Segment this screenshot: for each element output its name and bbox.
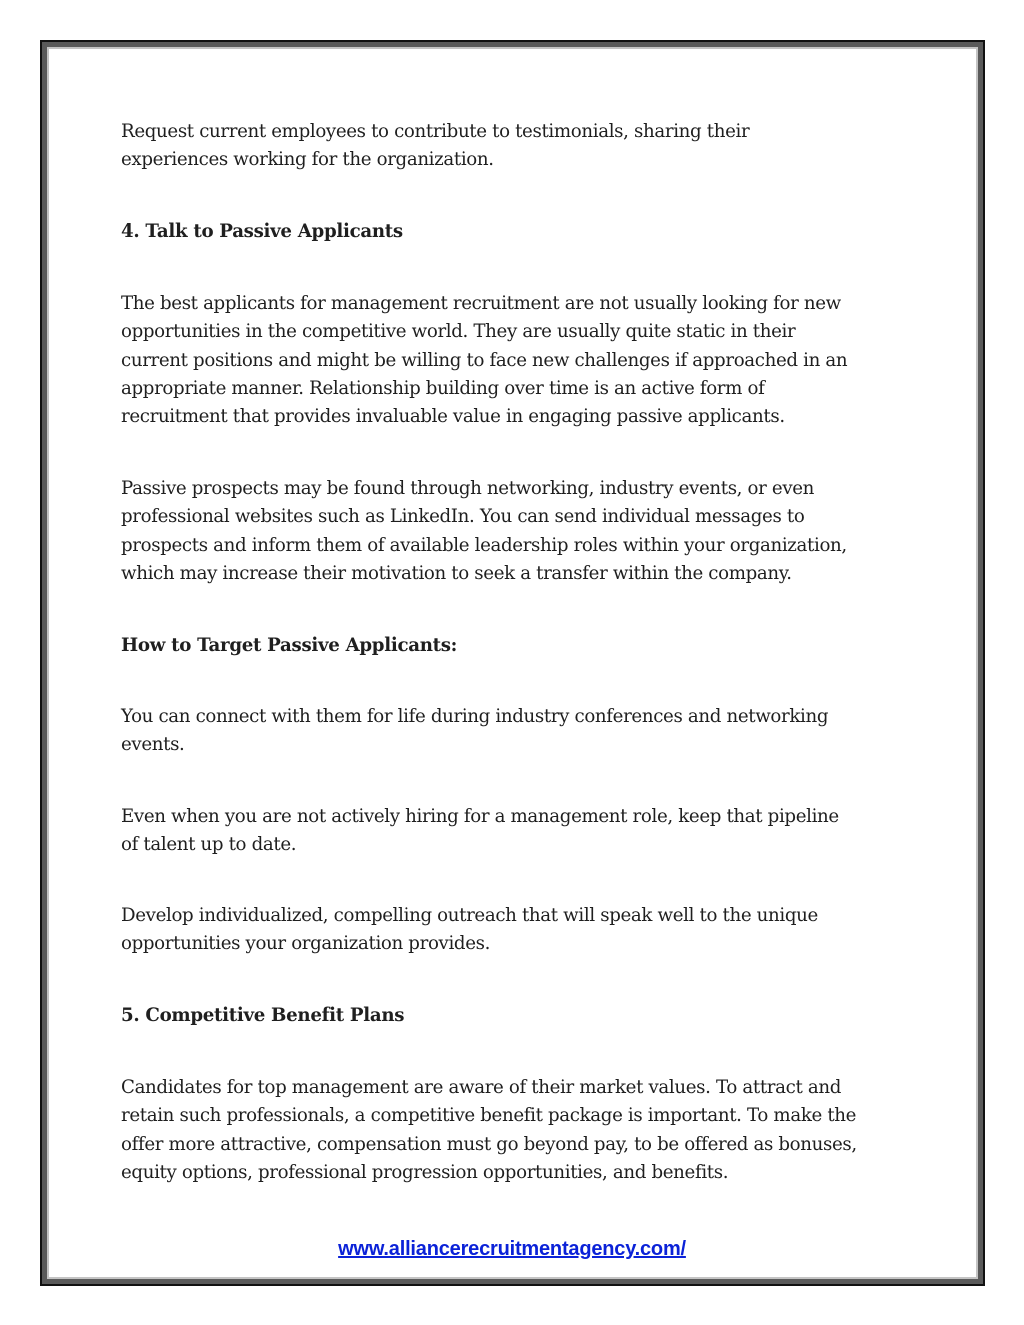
tip-paragraph-2 xyxy=(121,803,921,860)
text-line: events. xyxy=(121,734,185,756)
heading-text: 5. Competitive Benefit Plans xyxy=(121,1005,405,1026)
heading-text: 4. Talk to Passive Applicants xyxy=(121,221,403,242)
section-4-heading xyxy=(121,218,921,246)
text-line: prospects and inform them of available leadership roles within your organization, xyxy=(121,534,847,556)
text-line: Develop individualized, compelling outreach that will speak well to the unique xyxy=(121,905,818,926)
text-line: current positions and might be willing to face new challenges if approached in an xyxy=(121,349,848,371)
text-line: experiences working for the organization. xyxy=(121,149,494,171)
text-line: Passive prospects may be found through networking, industry events, or even xyxy=(121,478,815,499)
text-line: of talent up to date. xyxy=(121,834,297,856)
text-line: Even when you are not actively hiring for a management role, keep that pipeline xyxy=(121,806,839,827)
heading-text: How to Target Passive Applicants: xyxy=(121,635,458,656)
text-line: appropriate manner. Relationship building over time is an active form of xyxy=(121,377,765,399)
tip-paragraph-3 xyxy=(121,902,921,959)
text-line: opportunities your organization provides. xyxy=(121,933,491,955)
text-line: recruitment that provides invaluable value in engaging passive applicants. xyxy=(121,406,785,428)
section-4-paragraph-2 xyxy=(121,475,921,588)
text-line: opportunities in the competitive world. They are usually quite static in their xyxy=(121,321,796,343)
section-5-paragraph-1 xyxy=(121,1074,921,1187)
section-4-paragraph-1 xyxy=(121,290,921,431)
text-line: Request current employees to contribute to testimonials, sharing their xyxy=(121,121,750,142)
section-5-heading xyxy=(121,1002,921,1030)
text-line: offer more attractive, compensation must go beyond pay, to be offered as bonuses, xyxy=(121,1133,857,1155)
text-line: The best applicants for management recruitment are not usually looking for new xyxy=(121,293,841,314)
intro-paragraph xyxy=(121,118,921,175)
subheading-target-passive xyxy=(121,632,921,660)
text-line: equity options, professional progression opportunities, and benefits. xyxy=(121,1161,729,1183)
text-line: which may increase their motivation to seek a transfer within the company. xyxy=(121,562,792,584)
text-line: You can connect with them for life during industry conferences and networking xyxy=(121,706,829,727)
text-line: professional websites such as LinkedIn. You can send individual messages to xyxy=(121,506,805,528)
text-line: retain such professionals, a competitive benefit package is important. To make the xyxy=(121,1105,857,1127)
text-line: Candidates for top management are aware of their market values. To attract and xyxy=(121,1077,842,1098)
website-link[interactable]: www.alliancerecruitmentagency.com/ xyxy=(338,1238,686,1260)
tip-paragraph-1 xyxy=(121,703,921,760)
